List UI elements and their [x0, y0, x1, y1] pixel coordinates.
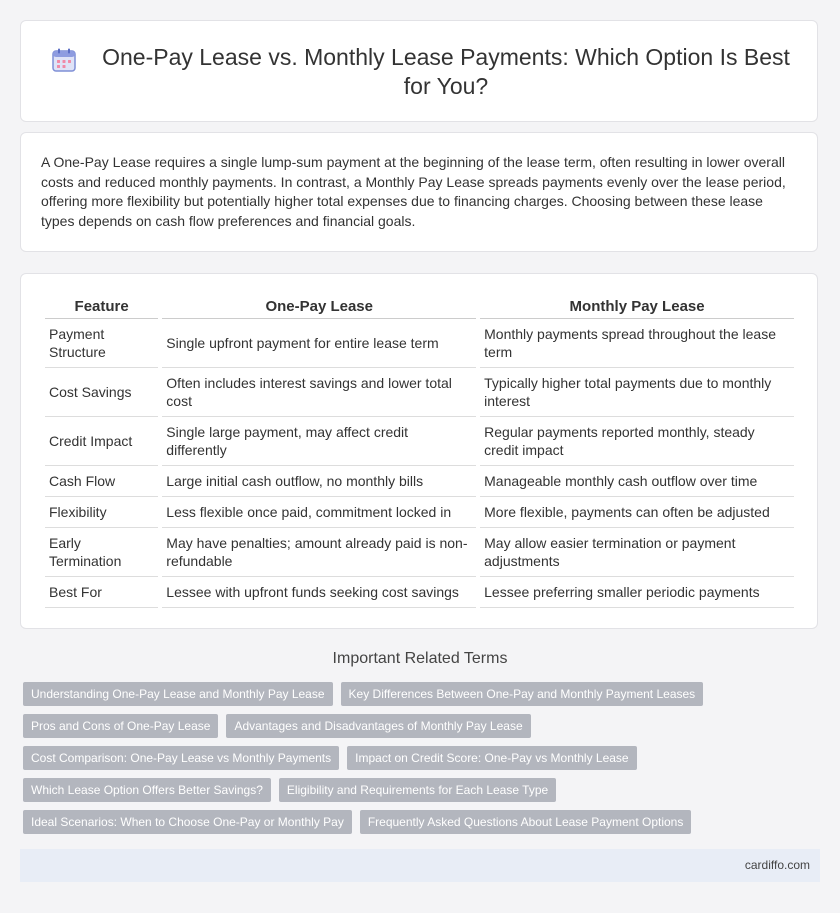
related-terms-title: Important Related Terms	[332, 650, 508, 667]
monthly-cell: Monthly payments spread throughout the lease term	[480, 319, 794, 368]
tag-row	[23, 682, 813, 706]
tag-row	[23, 714, 813, 738]
table-header-row	[45, 296, 794, 319]
table-row	[45, 497, 794, 528]
title-card	[20, 20, 818, 122]
intro-card	[20, 132, 818, 252]
related-term-tag[interactable]: Cost Comparison: One-Pay Lease vs Monthly Payments	[23, 746, 339, 770]
related-term-tag[interactable]: Eligibility and Requirements for Each Lease Type	[279, 778, 556, 802]
related-term-tag[interactable]: Pros and Cons of One-Pay Lease	[23, 714, 218, 738]
one-pay-cell: Less flexible once paid, commitment locked in	[162, 497, 476, 528]
one-pay-cell: Often includes interest savings and lower total cost	[162, 368, 476, 417]
header-monthly: Monthly Pay Lease	[480, 296, 794, 319]
feature-cell: Best For	[45, 577, 158, 608]
feature-cell: Credit Impact	[45, 417, 158, 466]
monthly-cell: Regular payments reported monthly, steady credit impact	[480, 417, 794, 466]
related-term-tag[interactable]: Ideal Scenarios: When to Choose One-Pay or Monthly Pay	[23, 810, 352, 834]
related-terms-list	[23, 682, 813, 842]
feature-cell: Payment Structure	[45, 319, 158, 368]
related-term-tag[interactable]: Frequently Asked Questions About Lease Payment Options	[360, 810, 692, 834]
related-term-tag[interactable]: Key Differences Between One-Pay and Monthly Payment Leases	[341, 682, 704, 706]
monthly-cell: Lessee preferring smaller periodic payments	[480, 577, 794, 608]
footer-site-link[interactable]: cardiffo.com	[744, 858, 810, 872]
related-term-tag[interactable]: Impact on Credit Score: One-Pay vs Monthly Lease	[347, 746, 636, 770]
page-title: One-Pay Lease vs. Monthly Lease Payments: Which Option Is Best for You?	[102, 44, 790, 99]
table-row	[45, 417, 794, 466]
one-pay-cell: Large initial cash outflow, no monthly bills	[162, 466, 476, 497]
intro-paragraph: A One-Pay Lease requires a single lump-sum payment at the beginning of the lease term, often resulting in lower overall costs and reduced monthly payments. In contrast, a Monthly Pay Lease spreads payments evenly over the lease period, offering more flexibility but potentially higher total expenses due to financing charges. Choosing between these lease types depends on cash flow preferences and financial goals.	[41, 154, 786, 229]
feature-cell: Cash Flow	[45, 466, 158, 497]
comparison-card	[20, 273, 818, 629]
related-term-tag[interactable]: Understanding One-Pay Lease and Monthly Pay Lease	[23, 682, 333, 706]
tag-row	[23, 778, 813, 802]
one-pay-cell: Single large payment, may affect credit differently	[162, 417, 476, 466]
monthly-cell: Manageable monthly cash outflow over time	[480, 466, 794, 497]
monthly-cell: May allow easier termination or payment adjustments	[480, 528, 794, 577]
feature-cell: Early Termination	[45, 528, 158, 577]
comparison-table	[41, 296, 798, 608]
one-pay-cell: May have penalties; amount already paid is non-refundable	[162, 528, 476, 577]
header-feature: Feature	[45, 296, 158, 319]
tag-row	[23, 810, 813, 834]
table-row	[45, 368, 794, 417]
table-row	[45, 577, 794, 608]
one-pay-cell: Single upfront payment for entire lease term	[162, 319, 476, 368]
tag-row	[23, 746, 813, 770]
related-term-tag[interactable]: Which Lease Option Offers Better Savings?	[23, 778, 271, 802]
monthly-cell: Typically higher total payments due to monthly interest	[480, 368, 794, 417]
footer	[20, 849, 820, 882]
table-row	[45, 319, 794, 368]
header-one-pay: One-Pay Lease	[162, 296, 476, 319]
calendar-icon	[51, 47, 77, 73]
related-term-tag[interactable]: Advantages and Disadvantages of Monthly Pay Lease	[226, 714, 530, 738]
one-pay-cell: Lessee with upfront funds seeking cost savings	[162, 577, 476, 608]
table-row	[45, 466, 794, 497]
table-row	[45, 528, 794, 577]
feature-cell: Flexibility	[45, 497, 158, 528]
monthly-cell: More flexible, payments can often be adjusted	[480, 497, 794, 528]
feature-cell: Cost Savings	[45, 368, 158, 417]
